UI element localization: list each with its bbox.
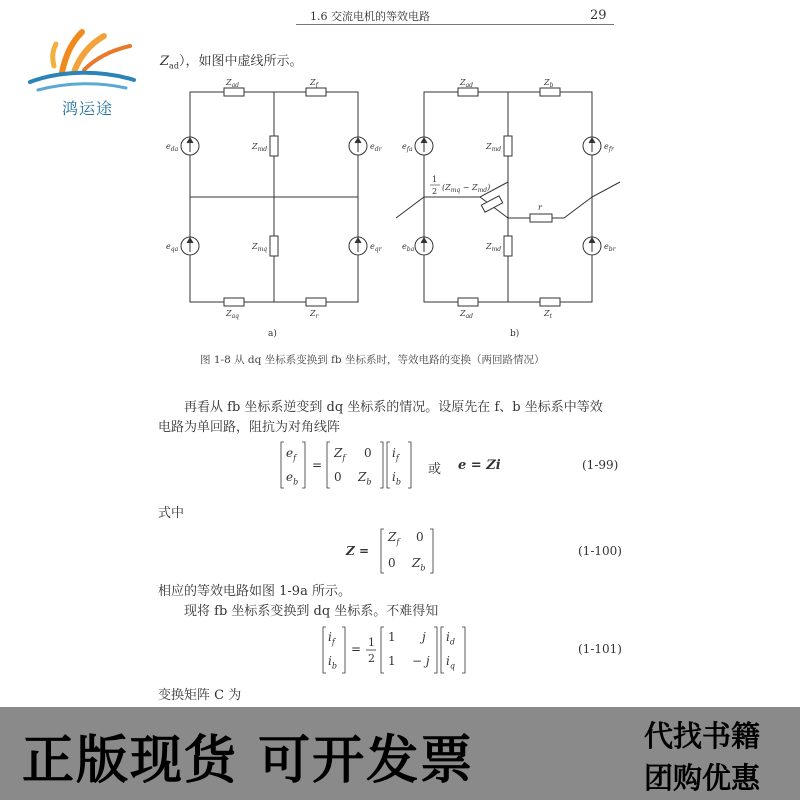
svg-text:edr: $e_{dr}$ [370,142,382,153]
paragraph-2: 相应的等效电路如图 1-9a 所示。 [158,584,351,599]
resistor-b-md-bottom [504,236,512,256]
intro-line: $Z_{ad}$），如图中虚线所示。 [160,54,303,71]
section-title: 1.6 交流电机的等效电路 [310,10,430,23]
svg-text:r: r [538,203,542,212]
where-label: 式中 [158,506,185,521]
promo-banner-side-bottom: 团购优惠 [644,761,761,795]
svg-text:Zad: $Z_{ad}$ [460,78,473,89]
figure-caption: 图 1-8 从 dq 坐标系变换到 fb 坐标系时，等效电路的变换（两回路情况） [200,354,545,366]
svg-text:1: 1 [432,175,438,184]
page-number: 29 [590,8,607,23]
svg-text:Zt: $Z_t$ [544,309,552,320]
svg-text:efa: $e_{fa}$ [402,142,413,153]
svg-text:eba: $e_{ba}$ [402,242,415,253]
circuit-figure [160,78,630,348]
circuit-b-slant-right [508,182,620,218]
promo-banner-side-top: 代找书籍 [644,719,761,753]
header-rule [296,24,614,25]
resistor-a-bottom-left [224,298,244,306]
svg-text:Zr: $Z_r$ [310,309,319,320]
resistor-a-top-right [306,88,326,96]
svg-text:Zad: $Z_{ad}$ [460,309,473,320]
equation-1-101: $i_f$ $i_b$ = 1 2 1 j 1 − j $i_d$ $i_q$ (1-101) [322,624,652,676]
promo-banner-main-text: 正版现货 可开发票 [22,731,475,791]
svg-text:Zmd: $Z_{md}$ [486,142,502,153]
paragraph-1b: 电路为单回路，阻抗为对角线阵 [158,420,341,435]
svg-text:a): a) [268,329,277,339]
resistor-b-bottom-right [540,298,560,306]
resistor-a-md [270,136,278,156]
resistor-a-top-left [224,88,244,96]
equation-1-99: $e_f$ $e_b$ = $Z_f$ 0 0 $Z_b$ $i_f$ $i_b$ 或 e = Zi (1-99) [280,438,660,492]
svg-text:Zf: $Z_f$ [310,78,318,89]
svg-text:Zaq: $Z_{aq}$ [226,309,239,320]
paragraph-4: 变换矩阵 C 为 [158,688,242,703]
paragraph-1: 再看从 fb 坐标系逆变到 dq 坐标系的情况。设原先在 f、b 坐标系中等效 [184,400,603,415]
svg-text:efr: $e_{fr}$ [604,142,614,153]
svg-text:ebr: $e_{br}$ [604,242,616,253]
svg-text:Zmd: $Z_{md}$ [486,242,502,253]
svg-text:eqa: $e_{qa}$ [166,242,179,253]
logo-mark [22,14,142,98]
svg-text:Zmd: $Z_{md}$ [252,142,268,153]
logo-text: 鸿运途 [62,99,114,118]
resistor-b-slant [481,196,502,212]
svg-text:Zmq: $Z_{mq}$ [252,242,268,253]
svg-text:Zad: $Z_{ad}$ [226,78,239,89]
equation-1-100: Z = $Z_f$ 0 0 $Z_b$ (1-100) [346,530,622,573]
resistor-b-top-right [540,88,560,96]
svg-text:b): b) [510,329,520,339]
resistor-b-top-left [458,88,478,96]
resistor-a-mq [270,236,278,256]
paragraph-3: 现将 fb 坐标系变换到 dq 坐标系。不难得知 [184,604,439,619]
svg-text:(Zmq − Zmd): $(Z_{mq} - Z_{md})$ [442,183,491,194]
resistor-b-bottom-left [458,298,478,306]
resistor-a-bottom-right [306,298,326,306]
resistor-b-md-top [504,136,512,156]
page-header [310,8,630,24]
resistor-b-r [530,214,552,222]
svg-text:2: 2 [432,187,438,196]
svg-text:eda: $e_{da}$ [166,142,179,153]
svg-text:Zb: $Z_b$ [544,78,554,89]
svg-text:eqr: $e_{qr}$ [370,242,382,253]
